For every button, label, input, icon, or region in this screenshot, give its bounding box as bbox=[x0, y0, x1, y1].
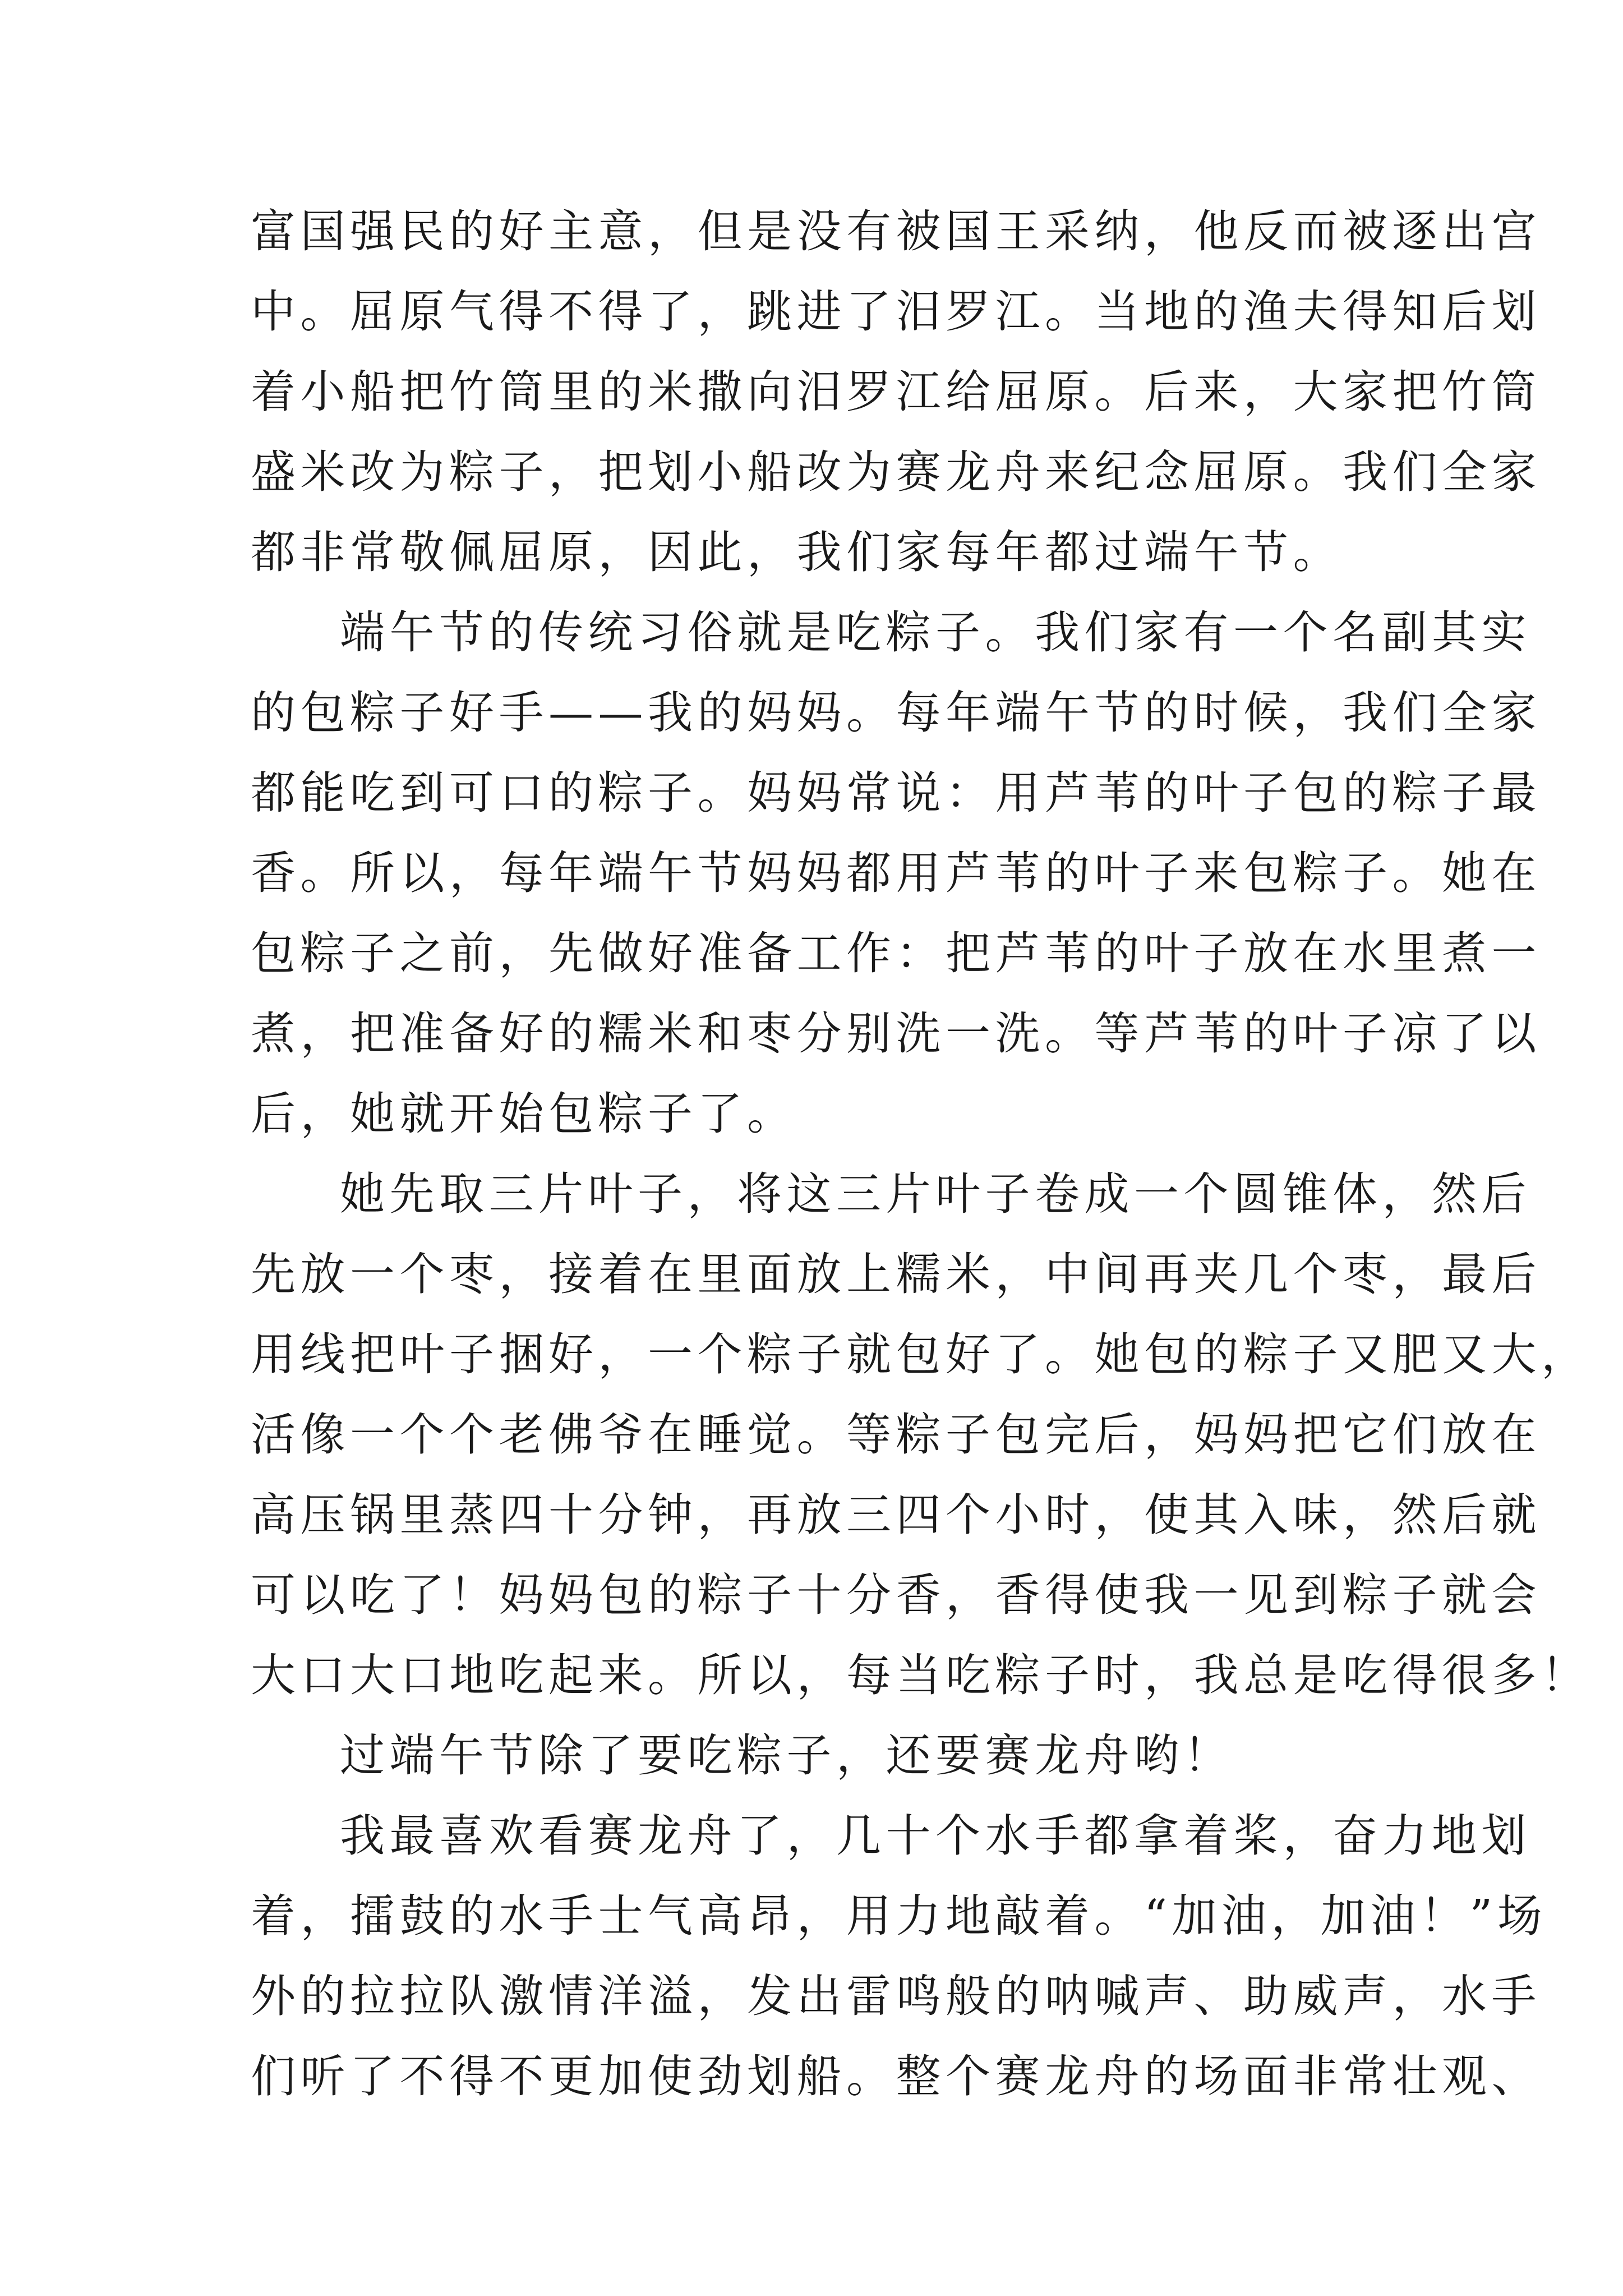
text-line: 富国强民的好主意，但是没有被国王采纳，他反而被逐出宫 bbox=[251, 205, 1541, 257]
text-line: 的包粽子好手——我的妈妈。每年端午节的时候，我们全家 bbox=[251, 687, 1541, 739]
text-line: 煮，把准备好的糯米和枣分别洗一洗。等芦苇的叶子凉了以 bbox=[251, 1007, 1541, 1060]
text-line: 盛米改为粽子，把划小船改为赛龙舟来纪念屈原。我们全家 bbox=[251, 446, 1541, 498]
text-line: 香。所以，每年端午节妈妈都用芦苇的叶子来包粽子。她在 bbox=[251, 847, 1541, 899]
text-line: 都非常敬佩屈原，因此，我们家每年都过端午节。 bbox=[251, 526, 1343, 578]
text-line: 高压锅里蒸四十分钟，再放三四个小时，使其入味，然后就 bbox=[251, 1489, 1541, 1541]
text-line: 们听了不得不更加使劲划船。整个赛龙舟的场面非常壮观、 bbox=[251, 2050, 1541, 2102]
text-line: 包粽子之前，先做好准备工作：把芦苇的叶子放在水里煮一 bbox=[251, 927, 1541, 979]
text-line: 我最喜欢看赛龙舟了，几十个水手都拿着桨，奋力地划 bbox=[340, 1810, 1531, 1862]
text-line: 先放一个枣，接着在里面放上糯米，中间再夹几个枣，最后 bbox=[251, 1248, 1541, 1300]
text-line: 用线把叶子捆好，一个粽子就包好了。她包的粽子又肥又大， bbox=[251, 1328, 1591, 1381]
text-line: 活像一个个老佛爷在睡觉。等粽子包完后，妈妈把它们放在 bbox=[251, 1409, 1541, 1461]
text-line: 可以吃了！妈妈包的粽子十分香，香得使我一见到粽子就会 bbox=[251, 1569, 1541, 1621]
text-line: 过端午节除了要吃粽子，还要赛龙舟哟！ bbox=[340, 1729, 1233, 1782]
text-line: 外的拉拉队激情洋溢，发出雷鸣般的呐喊声、助威声，水手 bbox=[251, 1970, 1541, 2022]
text-line: 端午节的传统习俗就是吃粽子。我们家有一个名副其实 bbox=[340, 606, 1531, 659]
text-line: 她先取三片叶子，将这三片叶子卷成一个圆锥体，然后 bbox=[340, 1168, 1531, 1220]
text-line: 后，她就开始包粽子了。 bbox=[251, 1088, 797, 1140]
text-line: 着，擂鼓的水手士气高昂，用力地敲着。“加油，加油！”场 bbox=[251, 1890, 1547, 1942]
text-line: 中。屈原气得不得了，跳进了汨罗江。当地的渔夫得知后划 bbox=[251, 286, 1541, 338]
text-line: 着小船把竹筒里的米撒向汨罗江给屈原。后来，大家把竹筒 bbox=[251, 366, 1541, 418]
text-line: 都能吃到可口的粽子。妈妈常说：用芦苇的叶子包的粽子最 bbox=[251, 767, 1541, 819]
text-line: 大口大口地吃起来。所以，每当吃粽子时，我总是吃得很多！ bbox=[251, 1649, 1591, 1701]
